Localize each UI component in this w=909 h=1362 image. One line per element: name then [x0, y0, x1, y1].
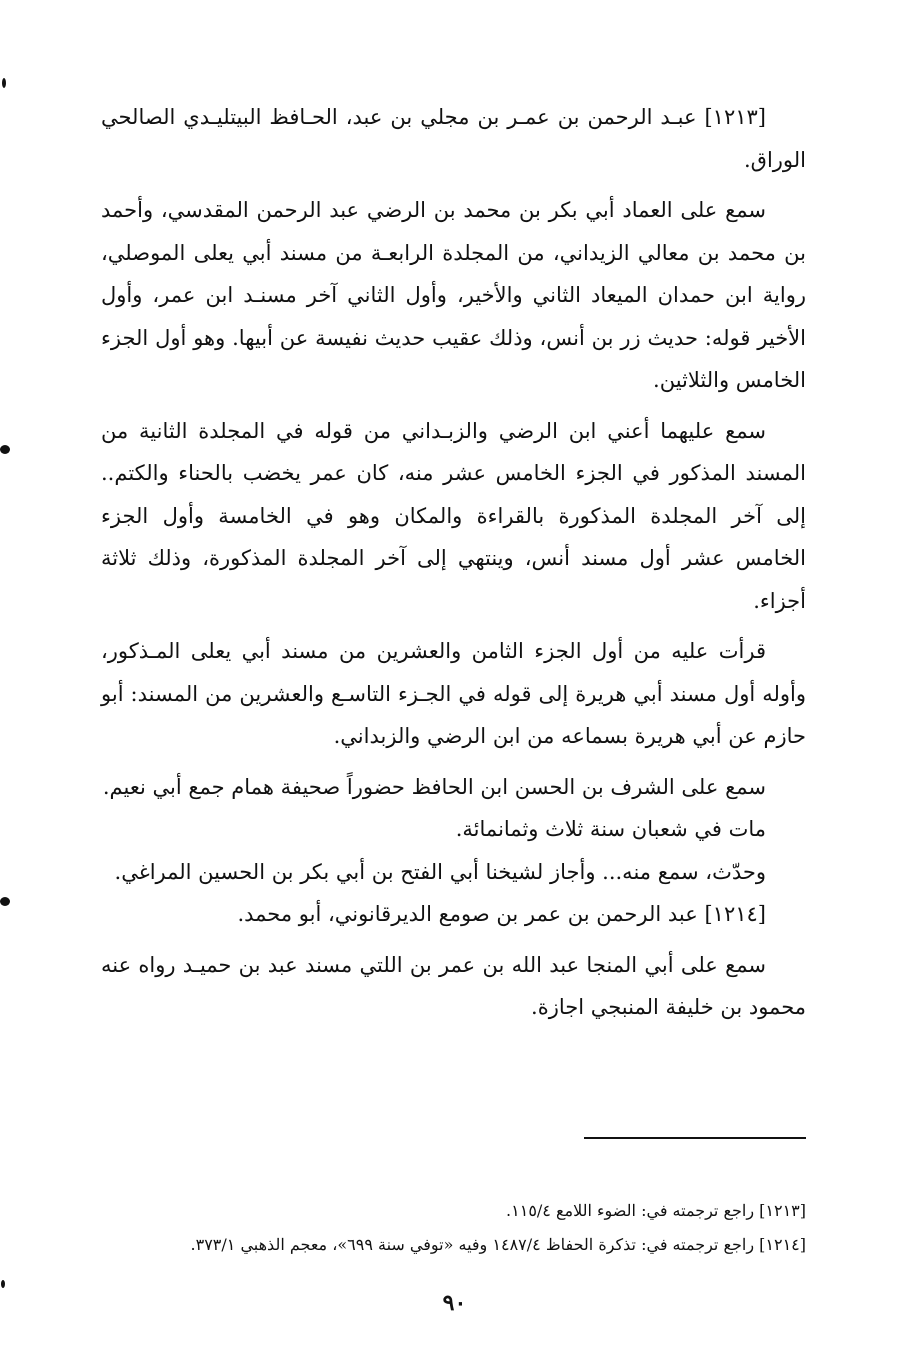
footnote-divider [584, 1137, 806, 1139]
page-number: ٩٠ [442, 1290, 467, 1316]
binding-mark [2, 78, 6, 88]
footnotes [101, 1194, 806, 1262]
binding-mark [1, 1280, 5, 1288]
binding-mark [0, 897, 10, 906]
entry-1213-paragraph: سمع على العماد أبي بكر بن محمد بن الرضي عبد الرحمن المقدسي، وأحمد بن محمد بن معالي الزيداني، من المجلدة الرابعـة من مسند أبي يعلى الموصلي، رواية ابن حمدان الميعاد الثاني والأخير، وأول الثاني آخر مسنـد ابن عمر، وأول الأخير قوله: حديث زر بن أنس، وذلك عقيب حديث نفيسة عن أبيها. وهو أول الجزء الخامس والثلاثين. [101, 198, 806, 392]
footnote-1214: [١٢١٤] راجع ترجمته في: تذكرة الحفاظ ١٤٨٧/٤ وفيه «توفي سنة ٦٩٩»، معجم الذهبي ٣٧٣/١. [190, 1235, 806, 1254]
entry-1213-paragraph: قرأت عليه من أول الجزء الثامن والعشرين من مسند أبي يعلى المـذكور، وأوله أول مسند أبي هريرة إلى قوله في الجـزء التاسـع والعشرين من المسند: أبو حازم عن أبي هريرة بسماعه من ابن الرضي والزبداني. [101, 639, 806, 748]
entry-1213-heading: [١٢١٣] عبـد الرحمن بن عمـر بن مجلي بن عبد، الحـافظ البيتليـدي الصالحي الوراق. [101, 105, 806, 172]
main-text [101, 96, 806, 1029]
entry-1213-paragraph: سمع عليهما أعني ابن الرضي والزبـداني من قوله في المجلدة الثانية من المسند المذكور في الجزء الخامس عشر منه، كان عمر يخضب بالحناء والكتم.. إلى آخر المجلدة المذكورة بالقراءة والمكان وهو في الخامسة وأول الجزء الخامس عشر أول مسند أنس، وينتهي إلى آخر المجلدة المذكورة، وذلك ثلاثة أجزاء. [101, 418, 806, 613]
entry-1214-heading: [١٢١٤] عبد الرحمن بن عمر بن صومع الديرقانوني، أبو محمد. [237, 902, 766, 926]
entry-1213-paragraph: وحدّث، سمع منه... وأجاز لشيخنا أبي الفتح بن أبي بكر بن الحسين المراغي. [114, 859, 766, 884]
entry-1213-paragraph: سمع على الشرف بن الحسن ابن الحافظ حضوراً صحيفة همام جمع أبي نعيم. [102, 774, 766, 799]
entry-1213-paragraph: مات في شعبان سنة ثلاث وثمانمائة. [455, 817, 766, 841]
binding-mark [0, 445, 10, 454]
entry-1214-paragraph: سمع على أبي المنجا عبد الله بن عمر بن اللتي مسند عبد بن حميـد رواه عنه محمود بن خليفة المنبجي اجازة. [101, 952, 806, 1019]
footnote-1213: [١٢١٣] راجع ترجمته في: الضوء اللامع ١١٥/٤. [506, 1201, 806, 1220]
